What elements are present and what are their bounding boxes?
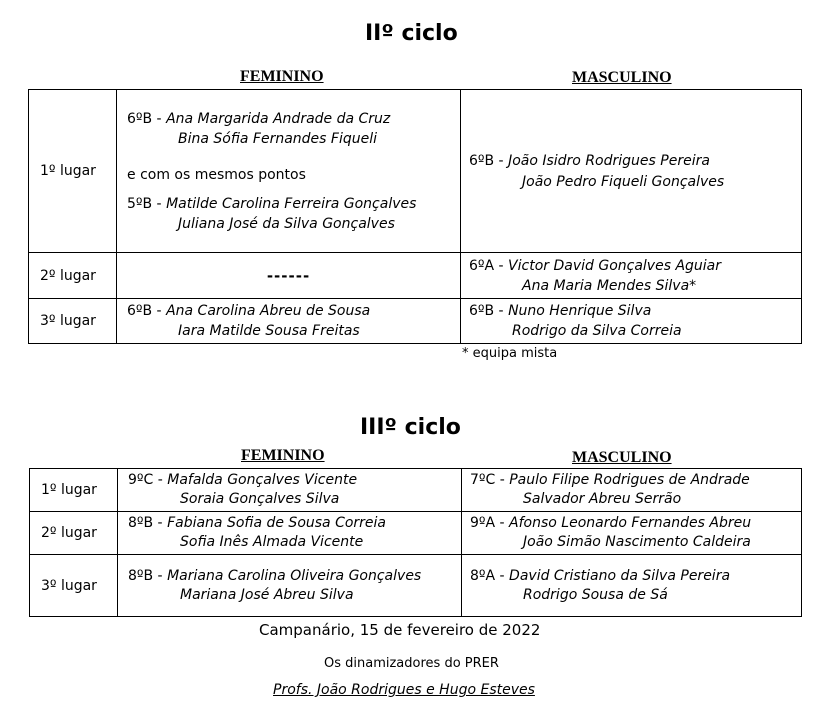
place-label: 3º lugar bbox=[29, 299, 117, 344]
name-2: João Simão Nascimento Caldeira bbox=[523, 534, 751, 550]
class-label: 6ºB - bbox=[469, 152, 509, 169]
class-label: 6ºB - bbox=[127, 110, 167, 127]
place-date: Campanário, 15 de fevereiro de 2022 bbox=[259, 621, 541, 639]
name-2: Ana Maria Mendes Silva* bbox=[522, 277, 697, 294]
name-2: João Pedro Fiqueli Gonçalves bbox=[522, 173, 725, 190]
masc-cell bbox=[461, 90, 802, 253]
fem-cell bbox=[118, 469, 462, 512]
name-1: João Isidro Rodrigues Pereira bbox=[508, 152, 710, 169]
table-row bbox=[29, 90, 802, 253]
place-label: 1º lugar bbox=[30, 469, 118, 512]
place-label: 2º lugar bbox=[29, 253, 117, 299]
fem-cell bbox=[117, 299, 461, 344]
section2-col-masculino: MASCULINO bbox=[572, 449, 672, 466]
class-label: 8ºB - bbox=[128, 515, 168, 531]
class-label: 5ºB - bbox=[127, 195, 167, 212]
name-1: Afonso Leonardo Fernandes Abreu bbox=[509, 515, 752, 531]
name-2: Soraia Gonçalves Silva bbox=[180, 491, 340, 507]
name-2: Sofia Inês Almada Vicente bbox=[180, 534, 364, 550]
name-1: Ana Carolina Abreu de Sousa bbox=[166, 303, 371, 319]
class-label: 8ºB - bbox=[128, 567, 168, 584]
class-label: 9ºA - bbox=[470, 515, 510, 531]
name-1: Fabiana Sofia de Sousa Correia bbox=[167, 515, 387, 531]
name-2: Salvador Abreu Serrão bbox=[523, 491, 682, 507]
name-1: Paulo Filipe Rodrigues de Andrade bbox=[509, 472, 750, 488]
name-1: Mafalda Gonçalves Vicente bbox=[167, 472, 358, 488]
section2-title: IIIº ciclo bbox=[360, 415, 461, 440]
place-label: 3º lugar bbox=[30, 555, 118, 617]
table-row bbox=[30, 512, 802, 555]
masc-cell bbox=[462, 512, 802, 555]
class-label: 9ºC - bbox=[128, 472, 168, 488]
name-2: Mariana José Abreu Silva bbox=[180, 586, 354, 603]
tie-text: e com os mesmos pontos bbox=[127, 166, 306, 183]
class-label: 6ºA - bbox=[469, 257, 509, 274]
signature: Profs. João Rodrigues e Hugo Esteves bbox=[273, 682, 535, 698]
section1-col-masculino: MASCULINO bbox=[572, 69, 672, 86]
table-row bbox=[30, 469, 802, 512]
masc-cell bbox=[461, 253, 802, 299]
name-1: Victor David Gonçalves Aguiar bbox=[508, 257, 721, 274]
section2-results-table bbox=[29, 468, 802, 617]
class-label: 8ºA - bbox=[470, 567, 510, 584]
masc-cell bbox=[462, 469, 802, 512]
name-2: Iara Matilde Sousa Freitas bbox=[178, 323, 360, 339]
masc-cell bbox=[462, 555, 802, 617]
fem-cell bbox=[118, 512, 462, 555]
section2-col-feminino: FEMININO bbox=[241, 447, 325, 464]
table-row bbox=[29, 299, 802, 344]
name-2: Rodrigo da Silva Correia bbox=[512, 323, 682, 339]
table-row bbox=[30, 555, 802, 617]
name-1: Ana Margarida Andrade da Cruz bbox=[166, 110, 391, 127]
fem-cell bbox=[118, 555, 462, 617]
masc-cell bbox=[461, 299, 802, 344]
name-2: Rodrigo Sousa de Sá bbox=[523, 586, 668, 603]
empty-dash: ------ bbox=[117, 253, 461, 299]
name-1: Nuno Henrique Silva bbox=[508, 303, 652, 319]
class-label: 6ºB - bbox=[127, 303, 167, 319]
class-label: 6ºB - bbox=[469, 303, 509, 319]
name-1: Matilde Carolina Ferreira Gonçalves bbox=[166, 195, 417, 212]
table-row bbox=[29, 253, 802, 299]
name-2: Juliana José da Silva Gonçalves bbox=[178, 215, 395, 232]
section1-col-feminino: FEMININO bbox=[240, 68, 324, 85]
name-1: Mariana Carolina Oliveira Gonçalves bbox=[167, 567, 422, 584]
fem-cell bbox=[117, 90, 461, 253]
name-2: Bina Sófia Fernandes Fiqueli bbox=[178, 130, 378, 147]
class-label: 7ºC - bbox=[470, 472, 510, 488]
organizers-line: Os dinamizadores do PRER bbox=[324, 656, 499, 671]
section1-title: IIº ciclo bbox=[365, 21, 458, 46]
name-1: David Cristiano da Silva Pereira bbox=[509, 567, 731, 584]
mixed-team-note: * equipa mista bbox=[462, 346, 558, 361]
place-label: 1º lugar bbox=[29, 90, 117, 253]
section1-results-table bbox=[28, 89, 802, 344]
place-label: 2º lugar bbox=[30, 512, 118, 555]
